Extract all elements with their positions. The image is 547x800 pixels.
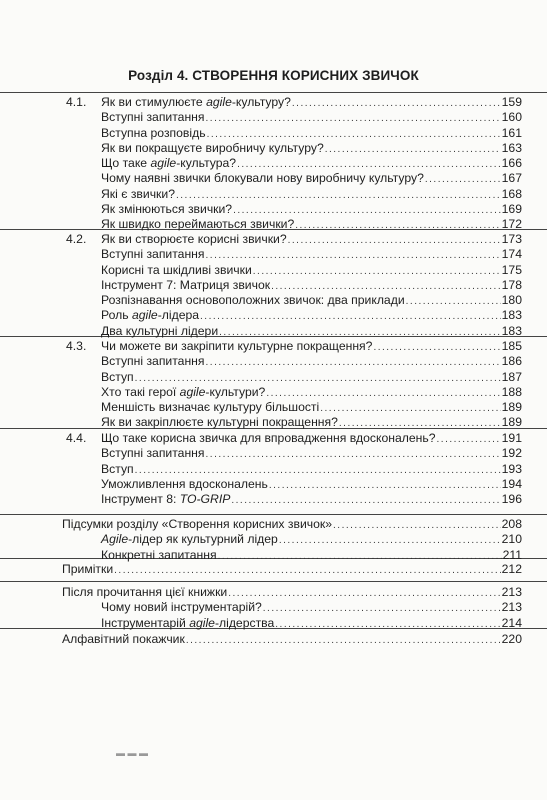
- page-number: 185: [501, 339, 522, 353]
- subsection-entry: [101, 246, 522, 262]
- page-number: 187: [501, 369, 522, 384]
- page-number: 172: [501, 217, 522, 231]
- entry-label: Як ви стимулюєте agile-культуру?: [101, 95, 291, 109]
- page-number: 169: [501, 201, 522, 216]
- subsection-entry: [101, 599, 522, 615]
- subsection-entry: [101, 216, 522, 232]
- page-number: 175: [501, 262, 522, 277]
- notes-entry: [62, 561, 522, 577]
- page-number: 163: [501, 140, 522, 155]
- entry-label: Розпізнавання основоположних звичок: два приклади: [101, 293, 405, 307]
- subsection-entry: [101, 414, 522, 430]
- subsection-entry: [101, 445, 522, 461]
- section-number: 4.2.: [66, 232, 87, 246]
- entry-label: Чому новий інструментарій?: [101, 600, 262, 615]
- entry-label: Уможливлення вдосконалень: [101, 476, 268, 491]
- subsection-entry: [101, 307, 522, 323]
- page-number: 160: [501, 110, 522, 125]
- subsection-entry: [101, 201, 522, 217]
- section-entry: [66, 94, 522, 110]
- entry-label: Чому наявні звички блокували нову виробничу культуру?: [101, 171, 424, 186]
- page-number: 188: [501, 384, 522, 399]
- page-number: 192: [501, 446, 522, 461]
- scan-mark: ▬ ▬ ▬: [116, 748, 149, 758]
- subsection-entry: [101, 461, 522, 477]
- page-number: 193: [501, 461, 522, 476]
- entry-label: Вступна розповідь: [101, 125, 206, 140]
- entry-label: Як змінюються звички?: [101, 201, 233, 216]
- entry-label: Інструментарій agile-лідерства: [101, 615, 275, 630]
- entry-label: Agile-лідер як культурний лідер: [101, 532, 278, 547]
- entry-label: Меншість визначає культуру більшості: [101, 400, 320, 414]
- entry-label: Інструмент 8: TO-GRIP: [101, 492, 231, 506]
- entry-label: Як ви створюєте корисні звички?: [101, 232, 287, 246]
- entry-label: Два культурні лідери: [101, 323, 219, 338]
- subsection-entry: [101, 170, 522, 186]
- entry-label: Вступні запитання: [101, 446, 205, 461]
- entry-label: Як ви покращуєте виробничу культуру?: [101, 140, 324, 155]
- subsection-entry: [101, 262, 522, 278]
- page-number: 189: [501, 400, 522, 414]
- page-number: 166: [501, 156, 522, 170]
- dot-leader: [186, 633, 501, 649]
- entry-label: Алфавітний покажчик: [62, 632, 185, 646]
- after-entry: [62, 584, 522, 600]
- subsection-entry: [101, 353, 522, 369]
- page-number: 214: [501, 615, 522, 630]
- section-entry: [66, 430, 522, 446]
- index-entry: [62, 631, 522, 647]
- entry-label: Вступ: [101, 461, 134, 476]
- entry-label: Інструмент 7: Матриця звичок: [101, 277, 271, 292]
- subsection-entry: [101, 292, 522, 308]
- subsection-entry: [101, 476, 522, 492]
- subsection-entry: [101, 155, 522, 171]
- subsection-entry: [101, 109, 522, 125]
- subsection-entry: [101, 277, 522, 293]
- entry-label: Роль agile-лідера: [101, 308, 200, 323]
- page-number: 210: [501, 532, 522, 547]
- page-number: 196: [501, 492, 522, 506]
- summary-entry: [62, 516, 522, 532]
- subsection-entry: [101, 491, 522, 507]
- subsection-entry: [101, 323, 522, 339]
- subsection-entry: [101, 186, 522, 202]
- section-number: 4.4.: [66, 431, 87, 445]
- page-number: 211: [502, 547, 522, 562]
- entry-label: Підсумки розділу «Створення корисних звичок»: [62, 517, 333, 531]
- subsection-entry: [101, 531, 522, 547]
- page-number: 189: [501, 415, 522, 430]
- subsection-entry: [101, 399, 522, 415]
- entry-label: Вступні запитання: [101, 247, 205, 262]
- entry-label: Примітки: [62, 562, 114, 576]
- page-number: 183: [501, 308, 522, 323]
- section-entry: [66, 338, 522, 354]
- entry-label: Як швидко переймаються звички?: [101, 217, 295, 231]
- page-number: 186: [501, 354, 522, 369]
- page-number: 183: [501, 323, 522, 338]
- subsection-entry: [101, 369, 522, 385]
- subsection-entry: [101, 125, 522, 141]
- page-number: 161: [501, 125, 522, 140]
- section-entry: [66, 231, 522, 247]
- page-number: 167: [501, 171, 522, 186]
- section-number: 4.3.: [66, 339, 87, 353]
- entry-label: Як ви закріплюєте культурні покращення?: [101, 415, 338, 430]
- section-number: 4.1.: [66, 95, 87, 109]
- entry-label: Які є звички?: [101, 186, 175, 201]
- page-number: 208: [501, 517, 522, 531]
- page-number: 168: [501, 186, 522, 201]
- page-number: 159: [501, 95, 522, 109]
- subsection-entry: [101, 384, 522, 400]
- page-number: 191: [501, 431, 522, 445]
- entry-label: Вступні запитання: [101, 354, 205, 369]
- entry-label: Чи можете ви закріпити культурне покращення?: [101, 339, 373, 353]
- chapter-title: Розділ 4. СТВОРЕННЯ КОРИСНИХ ЗВИЧОК: [128, 68, 419, 83]
- page-number: 220: [501, 632, 522, 646]
- entry-label: Що таке agile-культура?: [101, 156, 237, 170]
- entry-label: Після прочитання цієї книжки: [62, 585, 228, 599]
- page-number: 212: [501, 562, 522, 576]
- page-number: 194: [501, 476, 522, 491]
- page-number: 213: [501, 600, 522, 615]
- subsection-entry: [101, 140, 522, 156]
- entry-label: Вступ: [101, 369, 134, 384]
- entry-label: Вступні запитання: [101, 110, 205, 125]
- page-number: 213: [501, 585, 522, 599]
- page-number: 173: [501, 232, 522, 246]
- dot-leader: [231, 493, 500, 509]
- subsection-entry: [101, 615, 522, 631]
- dot-leader: [114, 563, 501, 579]
- entry-label: Хто такі герої agile-культури?: [101, 384, 266, 399]
- page-number: 180: [501, 293, 522, 307]
- entry-label: Що таке корисна звичка для впровадження вдосконалень?: [101, 431, 436, 445]
- entry-label: Корисні та шкідливі звички: [101, 262, 252, 277]
- page-number: 178: [501, 277, 522, 292]
- entry-label: Конкретні запитання: [101, 547, 217, 562]
- page-number: 174: [501, 247, 522, 262]
